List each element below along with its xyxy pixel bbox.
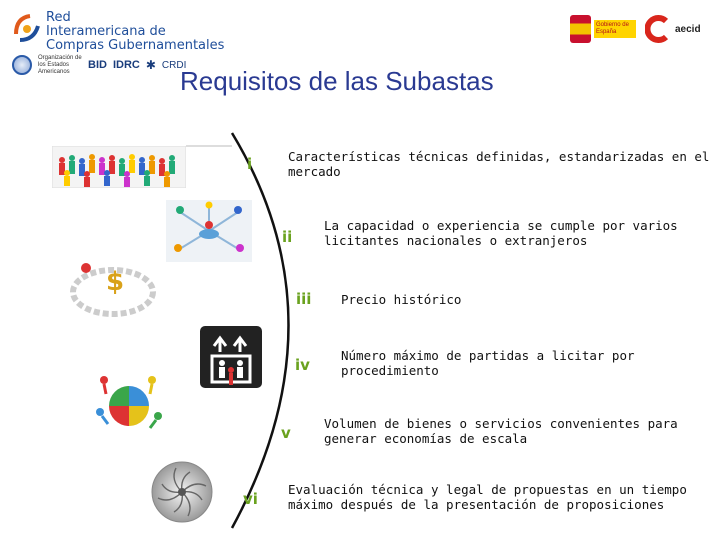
requirement-i-line-1: Características técnicas definidas, estandarizadas en el [288, 149, 710, 164]
numeral-i: i [247, 155, 253, 173]
page-title: Requisitos de las Subastas [180, 66, 494, 96]
requirement-vi-line-1: Evaluación técnica y legal de propuestas en un tiempo [288, 482, 687, 497]
requirement-iii-line-1: Precio histórico [341, 292, 462, 307]
requirement-ii-text [324, 218, 678, 248]
aecid-text: aecid [675, 23, 701, 35]
requirement-vi-text [288, 482, 687, 512]
requirement-ii-line-2: licitantes nacionales o extranjeros [324, 233, 588, 248]
money-circle-icon [68, 258, 158, 320]
elevator-icon [200, 326, 262, 388]
people-crowd-icon [52, 146, 186, 188]
org-name-line-1: Red [46, 10, 71, 25]
org-name-line-3: Compras Gubernamentales [46, 38, 225, 53]
requirement-v-text [324, 416, 678, 446]
requirement-vi-line-2: máximo después de la presentación de proposiciones [288, 497, 665, 512]
org-name-line-2: Interamericana de [46, 24, 166, 39]
requirement-iii-text [341, 292, 461, 307]
numeral-vi: vi [243, 490, 258, 508]
network-people-icon [166, 200, 252, 262]
requirement-ii-line-1: La capacidad o experiencia se cumple por varios [324, 218, 678, 233]
maple-leaf-icon: ✱ [145, 58, 156, 72]
puzzle-team-icon [94, 372, 164, 438]
requirement-iv-line-1: Número máximo de partidas a licitar por [341, 348, 635, 363]
svg-text:$: $ [106, 267, 125, 297]
numeral-v: v [281, 424, 291, 442]
gov-logo-text: Gobierno de España [594, 20, 636, 38]
numeral-ii: ii [282, 228, 293, 246]
requirement-v-line-2: generar economías de escala [324, 431, 528, 446]
requirement-iv-text [341, 348, 635, 378]
idrc-logo: IDRC [112, 59, 140, 71]
requirement-v-line-1: Volumen de bienes o servicios convenientes para [324, 416, 678, 431]
requirement-i-text [288, 149, 709, 179]
crdi-logo: CRDI [161, 59, 187, 71]
oas-text: Organización de los Estados Americanos [38, 54, 82, 75]
numeral-iii: iii [296, 290, 312, 308]
bid-logo: BID [88, 59, 107, 71]
requirement-i-line-2: mercado [288, 164, 341, 179]
spiral-disc-icon [150, 460, 214, 524]
requirement-iv-line-2: procedimiento [341, 363, 439, 378]
numeral-iv: iv [295, 356, 310, 374]
